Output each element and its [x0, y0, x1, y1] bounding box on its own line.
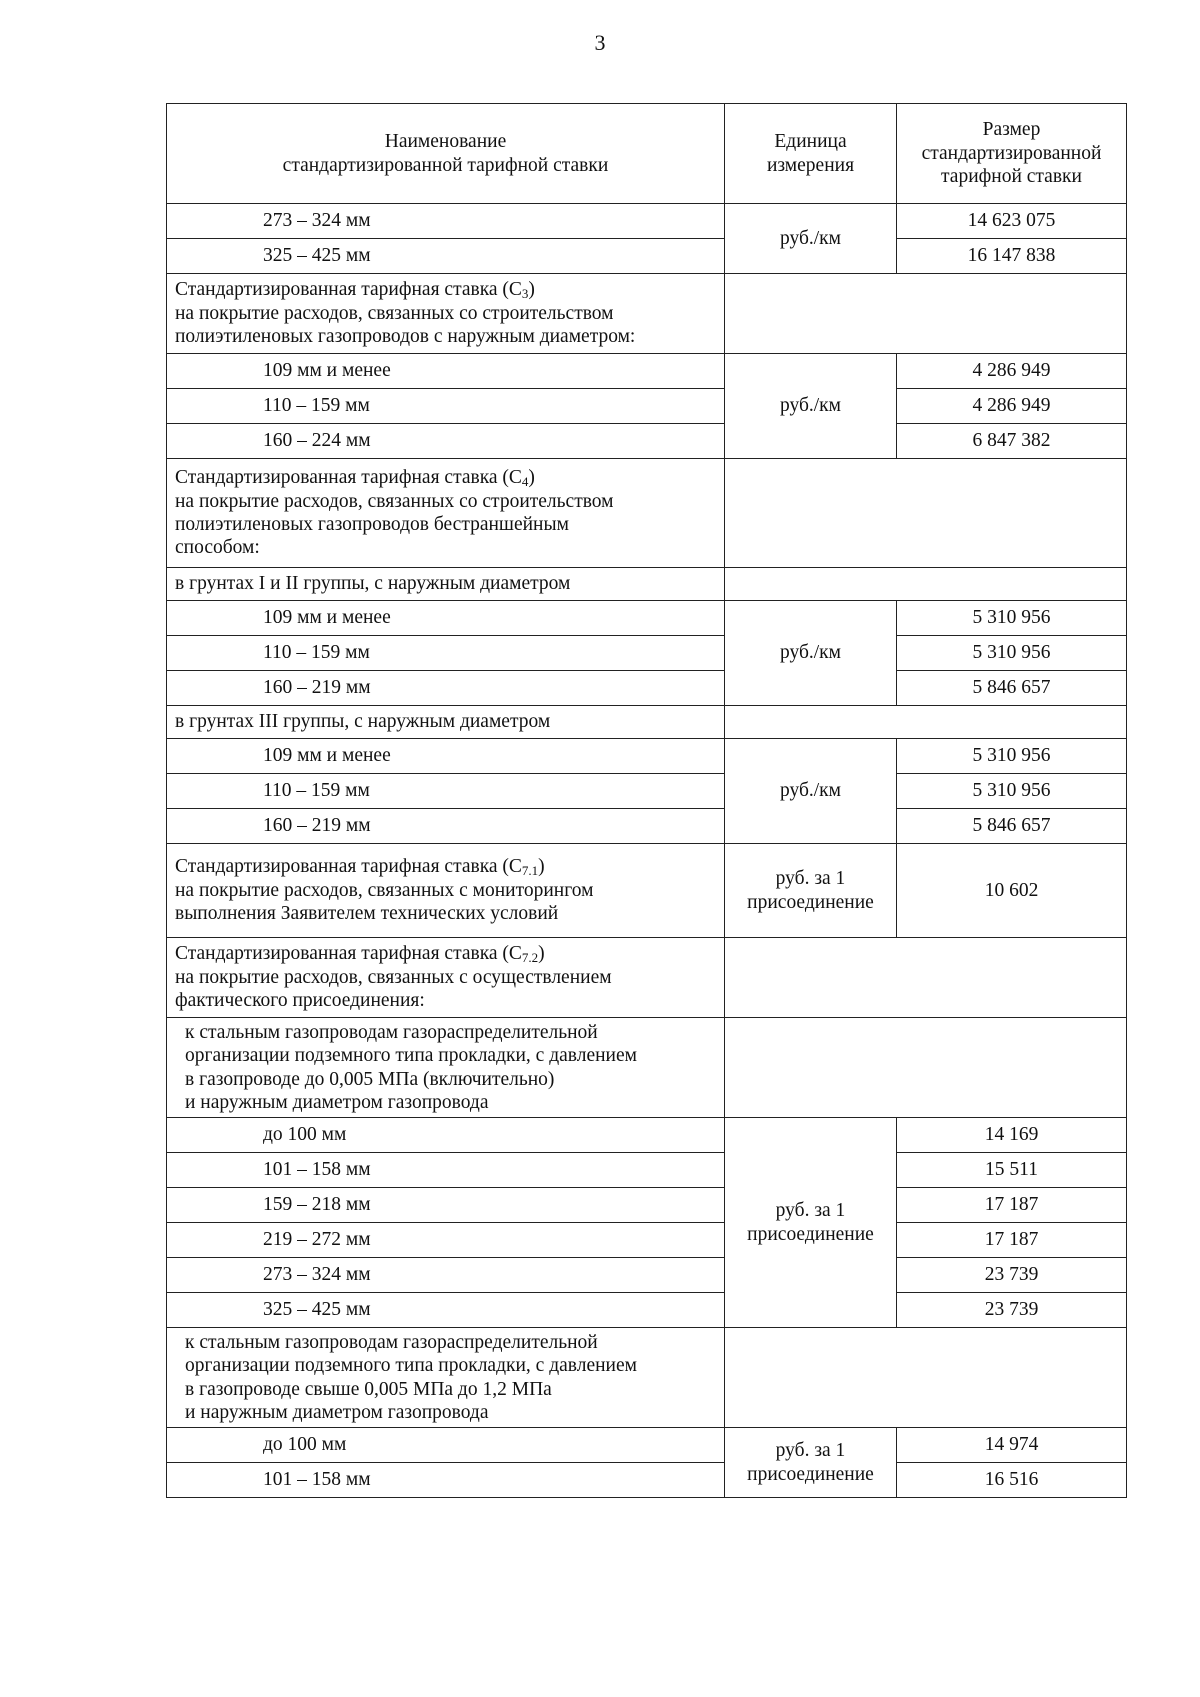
- row-value: 14 623 075: [897, 204, 1127, 239]
- section-line: на покрытие расходов, связанных с мониторингом: [175, 879, 594, 901]
- row-unit: руб./км: [725, 601, 897, 706]
- empty-cell: [725, 706, 1127, 739]
- row-name: 109 мм и менее: [167, 354, 725, 389]
- table-row: [167, 1258, 1127, 1293]
- header-name-cell: [167, 104, 725, 204]
- row-value: 23 739: [897, 1293, 1127, 1328]
- unit-line: руб. за 1: [775, 1440, 846, 1462]
- row-value: 5 310 956: [897, 636, 1127, 671]
- row-name: 101 – 158 мм: [167, 1463, 725, 1498]
- header-name-line: стандартизированной тарифной ставки: [282, 154, 609, 176]
- row-name: 325 – 425 мм: [167, 1293, 725, 1328]
- section-title-suffix: ): [538, 943, 545, 965]
- table-row: [167, 389, 1127, 424]
- row-name: 325 – 425 мм: [167, 239, 725, 274]
- row-value: 5 310 956: [897, 739, 1127, 774]
- table-row: [167, 636, 1127, 671]
- table-row: [167, 601, 1127, 636]
- table-row: [167, 1293, 1127, 1328]
- row-value: 14 169: [897, 1118, 1127, 1153]
- row-unit: руб./км: [725, 739, 897, 844]
- header-value-line: тарифной ставки: [941, 166, 1082, 188]
- section-title-suffix: ): [528, 467, 535, 489]
- header-name-line: Наименование: [384, 131, 507, 153]
- table-row: [167, 1188, 1127, 1223]
- table-row: [167, 1153, 1127, 1188]
- table-row: [167, 739, 1127, 774]
- section-title-c72: [167, 938, 725, 1018]
- header-value-cell: [897, 104, 1127, 204]
- row-value: 4 286 949: [897, 389, 1127, 424]
- row-unit: [725, 1118, 897, 1328]
- section-title-c3: [167, 274, 725, 354]
- row-name: 273 – 324 мм: [167, 204, 725, 239]
- subsection-line: к стальным газопроводам газораспределительной: [185, 1331, 598, 1353]
- row-value: 16 516: [897, 1463, 1127, 1498]
- empty-cell: [725, 459, 1127, 568]
- section-title-subscript: 3: [521, 286, 529, 302]
- group-row: [167, 568, 1127, 601]
- row-name: 110 – 159 мм: [167, 389, 725, 424]
- subsection-description: [167, 1018, 725, 1118]
- row-name: до 100 мм: [167, 1118, 725, 1153]
- table-row: [167, 1223, 1127, 1258]
- table-row: [167, 1428, 1127, 1463]
- empty-cell: [725, 938, 1127, 1018]
- section-row-c4: [167, 459, 1127, 568]
- tariff-rates-table: [166, 103, 1127, 1498]
- header-value-line: стандартизированной: [921, 142, 1102, 164]
- section-row-c3: [167, 274, 1127, 354]
- subsection-line: в газопроводе до 0,005 МПа (включительно): [185, 1068, 555, 1090]
- subsection-line: к стальным газопроводам газораспределительной: [185, 1021, 598, 1043]
- unit-line: руб. за 1: [775, 1200, 846, 1222]
- section-title-suffix: ): [528, 279, 535, 301]
- row-value: 17 187: [897, 1223, 1127, 1258]
- row-name: 159 – 218 мм: [167, 1188, 725, 1223]
- table-header-row: [167, 104, 1127, 204]
- subsection-row: [167, 1018, 1127, 1118]
- section-line: на покрытие расходов, связанных со строительством: [175, 302, 614, 324]
- section-line: полиэтиленовых газопроводов с наружным диаметром:: [175, 326, 636, 348]
- row-name: 109 мм и менее: [167, 739, 725, 774]
- row-name: 110 – 159 мм: [167, 774, 725, 809]
- row-value: 5 310 956: [897, 774, 1127, 809]
- section-title-subscript: 7.2: [521, 950, 539, 966]
- row-name: до 100 мм: [167, 1428, 725, 1463]
- table-row: [167, 1118, 1127, 1153]
- header-unit-line: измерения: [766, 154, 855, 176]
- row-value: 14 974: [897, 1428, 1127, 1463]
- section-line: полиэтиленовых газопроводов бестраншейным: [175, 514, 569, 536]
- row-value: 6 847 382: [897, 424, 1127, 459]
- empty-cell: [725, 274, 1127, 354]
- row-name: 101 – 158 мм: [167, 1153, 725, 1188]
- row-unit: [725, 844, 897, 938]
- row-name: 219 – 272 мм: [167, 1223, 725, 1258]
- subsection-line: и наружным диаметром газопровода: [185, 1091, 489, 1113]
- table-row: [167, 424, 1127, 459]
- empty-cell: [725, 568, 1127, 601]
- row-name: 160 – 224 мм: [167, 424, 725, 459]
- section-line: на покрытие расходов, связанных со строительством: [175, 490, 614, 512]
- page-number: 3: [594, 30, 606, 55]
- section-line: выполнения Заявителем технических условий: [175, 903, 559, 925]
- table-row: [167, 774, 1127, 809]
- row-value: 5 846 657: [897, 809, 1127, 844]
- section-line: способом:: [175, 537, 260, 559]
- table-row: [167, 204, 1127, 239]
- section-title-c71: [167, 844, 725, 938]
- row-value: 5 310 956: [897, 601, 1127, 636]
- table-row: [167, 1463, 1127, 1498]
- row-unit: руб./км: [725, 354, 897, 459]
- empty-cell: [725, 1328, 1127, 1428]
- section-title: Стандартизированная тарифная ставка (С: [175, 943, 522, 965]
- header-value-line: Размер: [982, 119, 1041, 141]
- unit-line: присоединение: [747, 891, 874, 913]
- table-row: [167, 809, 1127, 844]
- row-name: 273 – 324 мм: [167, 1258, 725, 1293]
- table-row: [167, 354, 1127, 389]
- table-row: [167, 239, 1127, 274]
- section-row-c71: [167, 844, 1127, 938]
- section-title-suffix: ): [538, 856, 545, 878]
- row-name: 160 – 219 мм: [167, 809, 725, 844]
- row-name: 110 – 159 мм: [167, 636, 725, 671]
- section-line: на покрытие расходов, связанных с осуществлением: [175, 966, 612, 988]
- section-title-subscript: 7.1: [521, 863, 539, 879]
- section-title-c4: [167, 459, 725, 568]
- row-value: 16 147 838: [897, 239, 1127, 274]
- row-value: 23 739: [897, 1258, 1127, 1293]
- row-value: 15 511: [897, 1153, 1127, 1188]
- group-row: [167, 706, 1127, 739]
- row-value: 4 286 949: [897, 354, 1127, 389]
- header-unit-cell: [725, 104, 897, 204]
- section-row-c72: [167, 938, 1127, 1018]
- subsection-line: организации подземного типа прокладки, с давлением: [185, 1355, 637, 1377]
- header-unit-line: Единица: [774, 131, 847, 153]
- row-value: 5 846 657: [897, 671, 1127, 706]
- subsection-row: [167, 1328, 1127, 1428]
- group-label: в грунтах I и II группы, с наружным диаметром: [167, 568, 725, 601]
- row-value: 10 602: [897, 844, 1127, 938]
- row-unit: руб./км: [725, 204, 897, 274]
- subsection-line: и наружным диаметром газопровода: [185, 1401, 489, 1423]
- group-label: в грунтах III группы, с наружным диаметром: [167, 706, 725, 739]
- section-title: Стандартизированная тарифная ставка (С: [175, 856, 522, 878]
- section-title: Стандартизированная тарифная ставка (С: [175, 467, 522, 489]
- row-value: 17 187: [897, 1188, 1127, 1223]
- unit-line: присоединение: [747, 1223, 874, 1245]
- subsection-line: организации подземного типа прокладки, с давлением: [185, 1045, 637, 1067]
- section-title: Стандартизированная тарифная ставка (С: [175, 279, 522, 301]
- row-name: 109 мм и менее: [167, 601, 725, 636]
- row-unit: [725, 1428, 897, 1498]
- section-line: фактического присоединения:: [175, 990, 425, 1012]
- section-title-subscript: 4: [521, 474, 529, 490]
- unit-line: присоединение: [747, 1463, 874, 1485]
- unit-line: руб. за 1: [775, 868, 846, 890]
- table-row: [167, 671, 1127, 706]
- empty-cell: [725, 1018, 1127, 1118]
- subsection-line: в газопроводе свыше 0,005 МПа до 1,2 МПа: [185, 1378, 552, 1400]
- subsection-description: [167, 1328, 725, 1428]
- row-name: 160 – 219 мм: [167, 671, 725, 706]
